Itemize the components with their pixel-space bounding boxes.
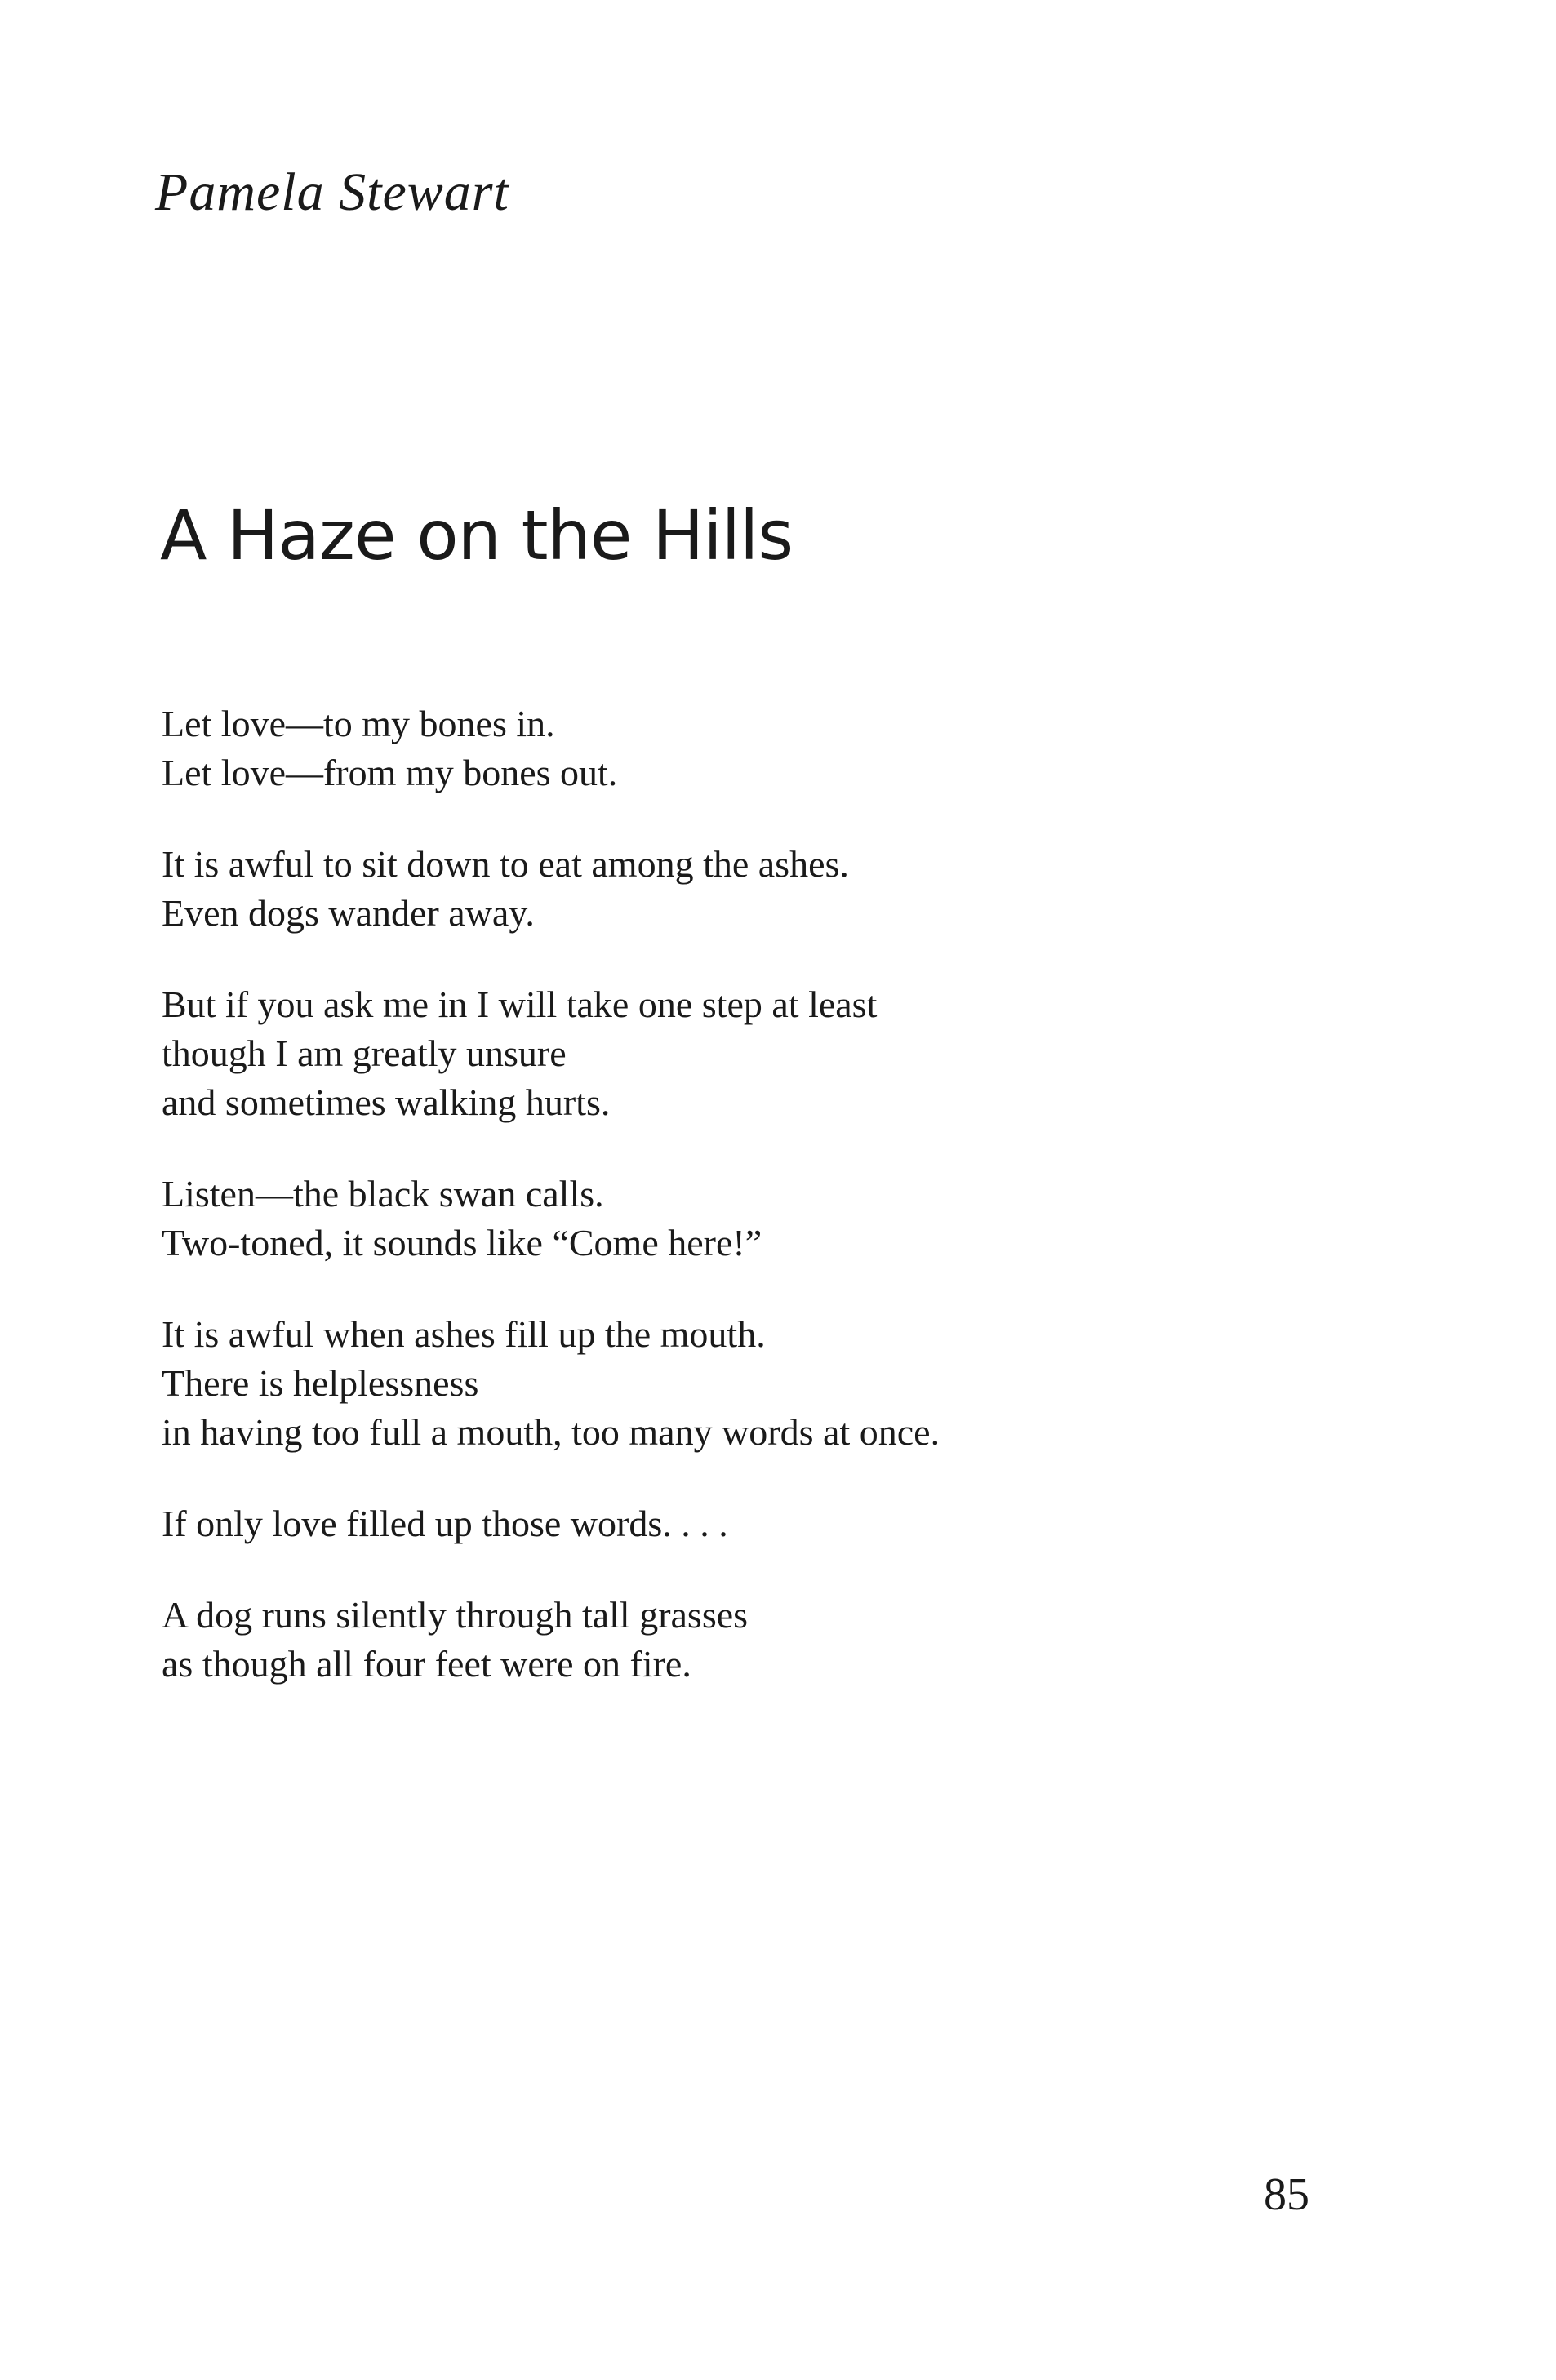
poem-body [162, 699, 1386, 1731]
poem-line: Let love—from my bones out. [162, 752, 618, 793]
page-number: 85 [1264, 2169, 1309, 2220]
poem-line: Let love—to my bones in. [162, 703, 555, 744]
stanza [162, 980, 1386, 1127]
poem-line: It is awful to sit down to eat among the ashes. [162, 843, 849, 885]
stanza [162, 1170, 1386, 1268]
stanza [162, 699, 1386, 797]
poem-line: There is helplessness [162, 1362, 479, 1404]
author-name: Pamela Stewart [155, 162, 509, 222]
stanza [162, 1310, 1386, 1457]
poem-line: as though all four feet were on fire. [162, 1643, 691, 1685]
poem-line: A dog runs silently through tall grasses [162, 1594, 749, 1636]
poem-line: and sometimes walking hurts. [162, 1081, 611, 1123]
poem-line: Two-toned, it sounds like “Come here!” [162, 1222, 762, 1263]
poem-line: Even dogs wander away. [162, 892, 535, 934]
poem-line: in having too full a mouth, too many words at once. [162, 1411, 940, 1453]
poem-line: If only love filled up those words. . . . [162, 1503, 728, 1544]
stanza [162, 840, 1386, 938]
stanza [162, 1499, 1386, 1548]
stanza [162, 1591, 1386, 1689]
poem-line: though I am greatly unsure [162, 1032, 567, 1074]
poem-line: But if you ask me in I will take one step at least [162, 984, 878, 1025]
poem-title: A Haze on the Hills [160, 495, 794, 575]
poem-line: Listen—the black swan calls. [162, 1173, 604, 1214]
poem-line: It is awful when ashes fill up the mouth. [162, 1313, 766, 1355]
